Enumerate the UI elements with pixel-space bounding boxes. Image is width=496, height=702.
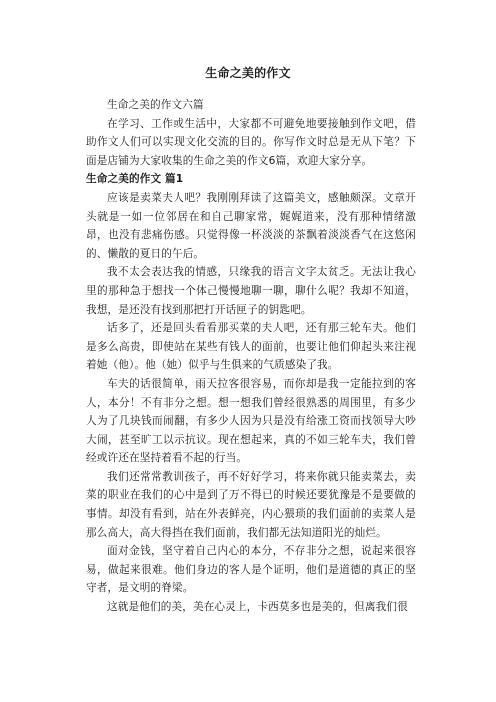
document-body — [86, 96, 416, 617]
body-paragraph-6: 面对金钱，坚守着自己内心的本分，不存非分之想，说起来很容易，做起来很难。他们身边的客人是个证明，他们是道德的真正的坚守者，是文明的脊梁。 — [86, 545, 416, 595]
section-heading: 生命之美的作文 篇1 — [86, 173, 184, 186]
document-title: 生命之美的作文 — [205, 66, 291, 80]
body-paragraph-1: 应该是卖菜夫人吧？我刚刚拜读了这篇美文，感触颇深。文章开头就是一如一位邻居在和自己聊家常，娓娓道来，没有那种情绪激昂，也没有悲痛伤感。只觉得像一杯淡淡的茶飘着淡淡香气在这悠闲的、懒散的夏日的午后。 — [86, 191, 416, 260]
intro-paragraph: 在学习、工作或生活中，大家都不可避免地要接触到作文吧，借助作文人们可以实现文化交流的目的。你写作文时总是无从下笔？下面是店铺为大家收集的生命之美的作文6篇，欢迎大家分享。 — [86, 117, 416, 167]
body-paragraph-5: 我们还常常教训孩子，再不好好学习，将来你就只能卖菜去，卖菜的职业在我们的心中是到了万不得已的时候还要犹豫是不是要做的事情。却没有看到，站在外表鲜亮，内心猥琐的我们面前的卖菜人是那么高大，高大得挡在我们面前，我们都无法知道阳光的灿烂。 — [86, 470, 416, 539]
intro-subtitle: 生命之美的作文六篇 — [107, 99, 204, 111]
body-paragraph-4: 车夫的话很简单，雨天拉客很容易，而你却是我一定能拉到的客人，本分！不有非分之想。想一想我们曾经很熟悉的周围里，有多少人为了几块钱而闹翻，有多少人因为只是没有给涨工资而找领导大吵大闹，甚至旷工以示抗议。现在想起来，真的不如三轮车夫，我们曾经或许还在坚持着看不起的行当。 — [86, 377, 416, 465]
body-paragraph-3: 话多了，还是回头看看那买菜的夫人吧，还有那三轮车夫。他们是多么高贵，即使站在某些有钱人的面前，也要让他们仰起头来注视着她（他）。他（她）似乎与生俱来的气质感染了我。 — [86, 322, 416, 372]
body-paragraph-7: 这就是他们的美，美在心灵上，卡西莫多也是美的，但离我们很 — [107, 601, 408, 614]
body-paragraph-2: 我不太会表达我的情感，只缘我的语言文字太贫乏。无法让我心里的那种急于想找一个体己慢慢地聊一聊，聊什么呢？我却不知道，我想，是还没有找到那把打开话匣子的钥匙吧。 — [86, 266, 416, 316]
